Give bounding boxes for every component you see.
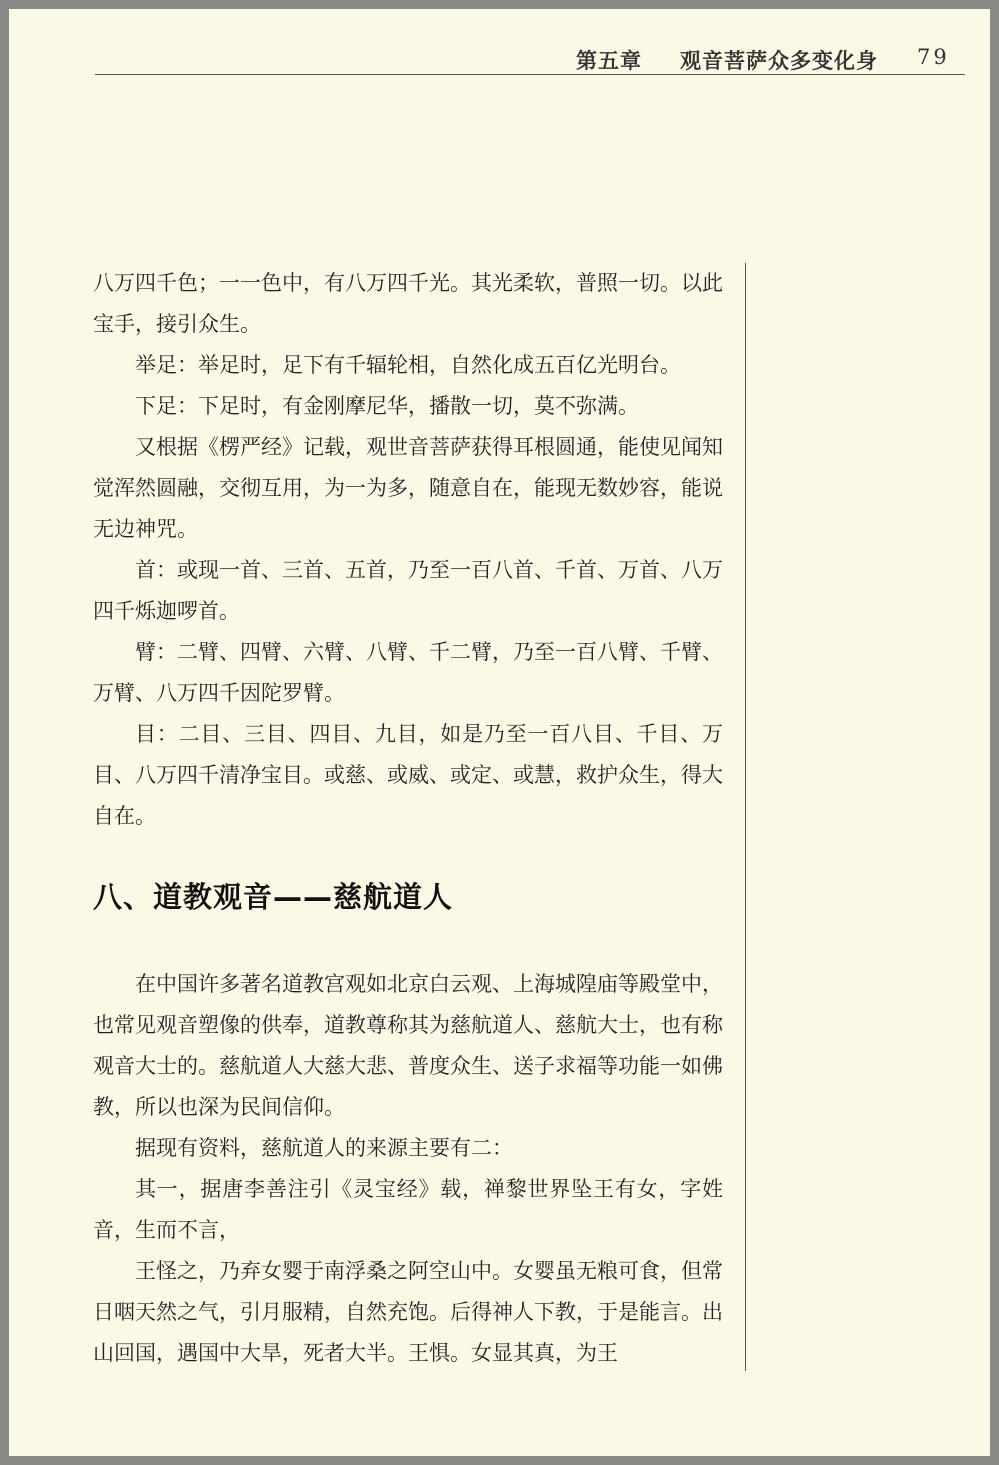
paragraph: 臂：二臂、四臂、六臂、八臂、千二臂，乃至一百八臂、千臂、万臂、八万四千因陀罗臂。 [93, 640, 723, 705]
chapter-title: 观音菩萨众多变化身 [680, 48, 878, 73]
paragraph: 目：二目、三目、四目、九目，如是乃至一百八目、千目、万目、八万四千清净宝目。或慈、或威、或定、或慧，救护众生，得大自在。 [93, 722, 723, 828]
paragraph: 在中国许多著名道教宫观如北京白云观、上海城隍庙等殿堂中，也常见观音塑像的供奉，道教尊称其为慈航道人、慈航大士，也有称观音大士的。慈航道人大慈大悲、普度众生、送子求福等功能一如佛教，所以也深为民间信仰。 [93, 972, 723, 1119]
header-rule [95, 74, 965, 75]
book-page [9, 9, 990, 1456]
paragraph: 又根据《楞严经》记载，观世音菩萨获得耳根圆通，能使见闻知觉浑然圆融，交彻互用，为一为多，随意自在，能现无数妙容，能说无边神咒。 [93, 435, 723, 541]
paragraph: 下足：下足时，有金刚摩尼华，播散一切，莫不弥满。 [135, 394, 639, 418]
page-number: 79 [917, 45, 950, 69]
paragraph: 王怪之，乃弃女婴于南浮桑之阿空山中。女婴虽无粮可食，但常日咽天然之气，引月服精，自然充饱。后得神人下教，于是能言。出山回国，遇国中大旱，死者大半。王惧。女显其真，为王 [93, 1259, 723, 1365]
section-heading: 八、道教观音——慈航道人 [93, 880, 454, 914]
margin-rule [745, 263, 746, 1371]
paragraph: 据现有资料，慈航道人的来源主要有二： [135, 1136, 513, 1160]
paragraph: 举足：举足时，足下有千辐轮相，自然化成五百亿光明台。 [135, 353, 681, 377]
body-text-top [93, 263, 723, 837]
running-header [95, 45, 965, 85]
paragraph: 八万四千色；一一色中，有八万四千光。其光柔软，普照一切。以此宝手，接引众生。 [93, 271, 723, 336]
body-text-bottom [93, 964, 723, 1374]
chapter-label: 第五章 [576, 48, 642, 73]
paragraph: 其一，据唐李善注引《灵宝经》载，禅黎世界坠王有女，字姓音，生而不言， [93, 1177, 723, 1242]
paragraph: 首：或现一首、三首、五首，乃至一百八首、千首、万首、八万四千烁迦啰首。 [93, 558, 723, 623]
